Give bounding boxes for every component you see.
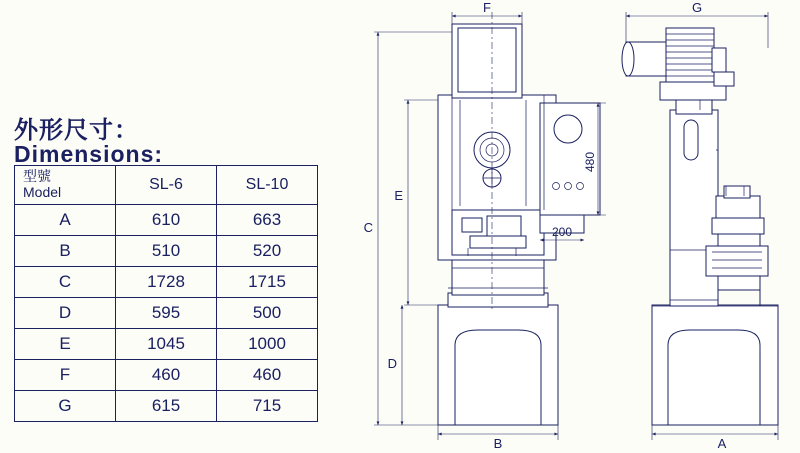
dim-label-D: D bbox=[387, 356, 397, 371]
row-value-sl10: 663 bbox=[217, 205, 318, 236]
row-label: E bbox=[15, 329, 116, 360]
page-title-cn: 外形尺寸： bbox=[14, 116, 139, 144]
dim-label-480: 480 bbox=[583, 151, 597, 173]
dim-label-F: F bbox=[483, 0, 491, 15]
side-view bbox=[622, 28, 778, 425]
row-label: B bbox=[15, 236, 116, 267]
row-value-sl6: 510 bbox=[116, 236, 217, 267]
dim-label-G: G bbox=[691, 0, 703, 15]
table-header-sl10: SL-10 bbox=[217, 166, 318, 205]
table-header-sl6: SL-6 bbox=[116, 166, 217, 205]
row-value-sl6: 595 bbox=[116, 298, 217, 329]
row-value-sl6: 1045 bbox=[116, 329, 217, 360]
dim-label-A: A bbox=[717, 436, 727, 451]
row-value-sl6: 610 bbox=[116, 205, 217, 236]
page-title-en: Dimensions: bbox=[14, 141, 164, 167]
dim-label-200: 200 bbox=[551, 225, 573, 239]
row-label: A bbox=[15, 205, 116, 236]
row-value-sl10: 1715 bbox=[217, 267, 318, 298]
dim-label-C: C bbox=[363, 220, 373, 235]
row-label: C bbox=[15, 267, 116, 298]
table-header-model-en: Model bbox=[23, 184, 62, 200]
row-value-sl10: 460 bbox=[217, 360, 318, 391]
row-value-sl6: 460 bbox=[116, 360, 217, 391]
row-value-sl6: 615 bbox=[116, 391, 217, 422]
front-view bbox=[438, 12, 600, 425]
dim-label-B: B bbox=[493, 436, 503, 451]
row-label: F bbox=[15, 360, 116, 391]
row-label: D bbox=[15, 298, 116, 329]
row-value-sl6: 1728 bbox=[116, 267, 217, 298]
dim-label-E: E bbox=[394, 188, 403, 203]
row-value-sl10: 520 bbox=[217, 236, 318, 267]
row-value-sl10: 1000 bbox=[217, 329, 318, 360]
row-value-sl10: 500 bbox=[217, 298, 318, 329]
table-header-model-cn: 型號 bbox=[23, 168, 51, 185]
row-value-sl10: 715 bbox=[217, 391, 318, 422]
row-label: G bbox=[15, 391, 116, 422]
